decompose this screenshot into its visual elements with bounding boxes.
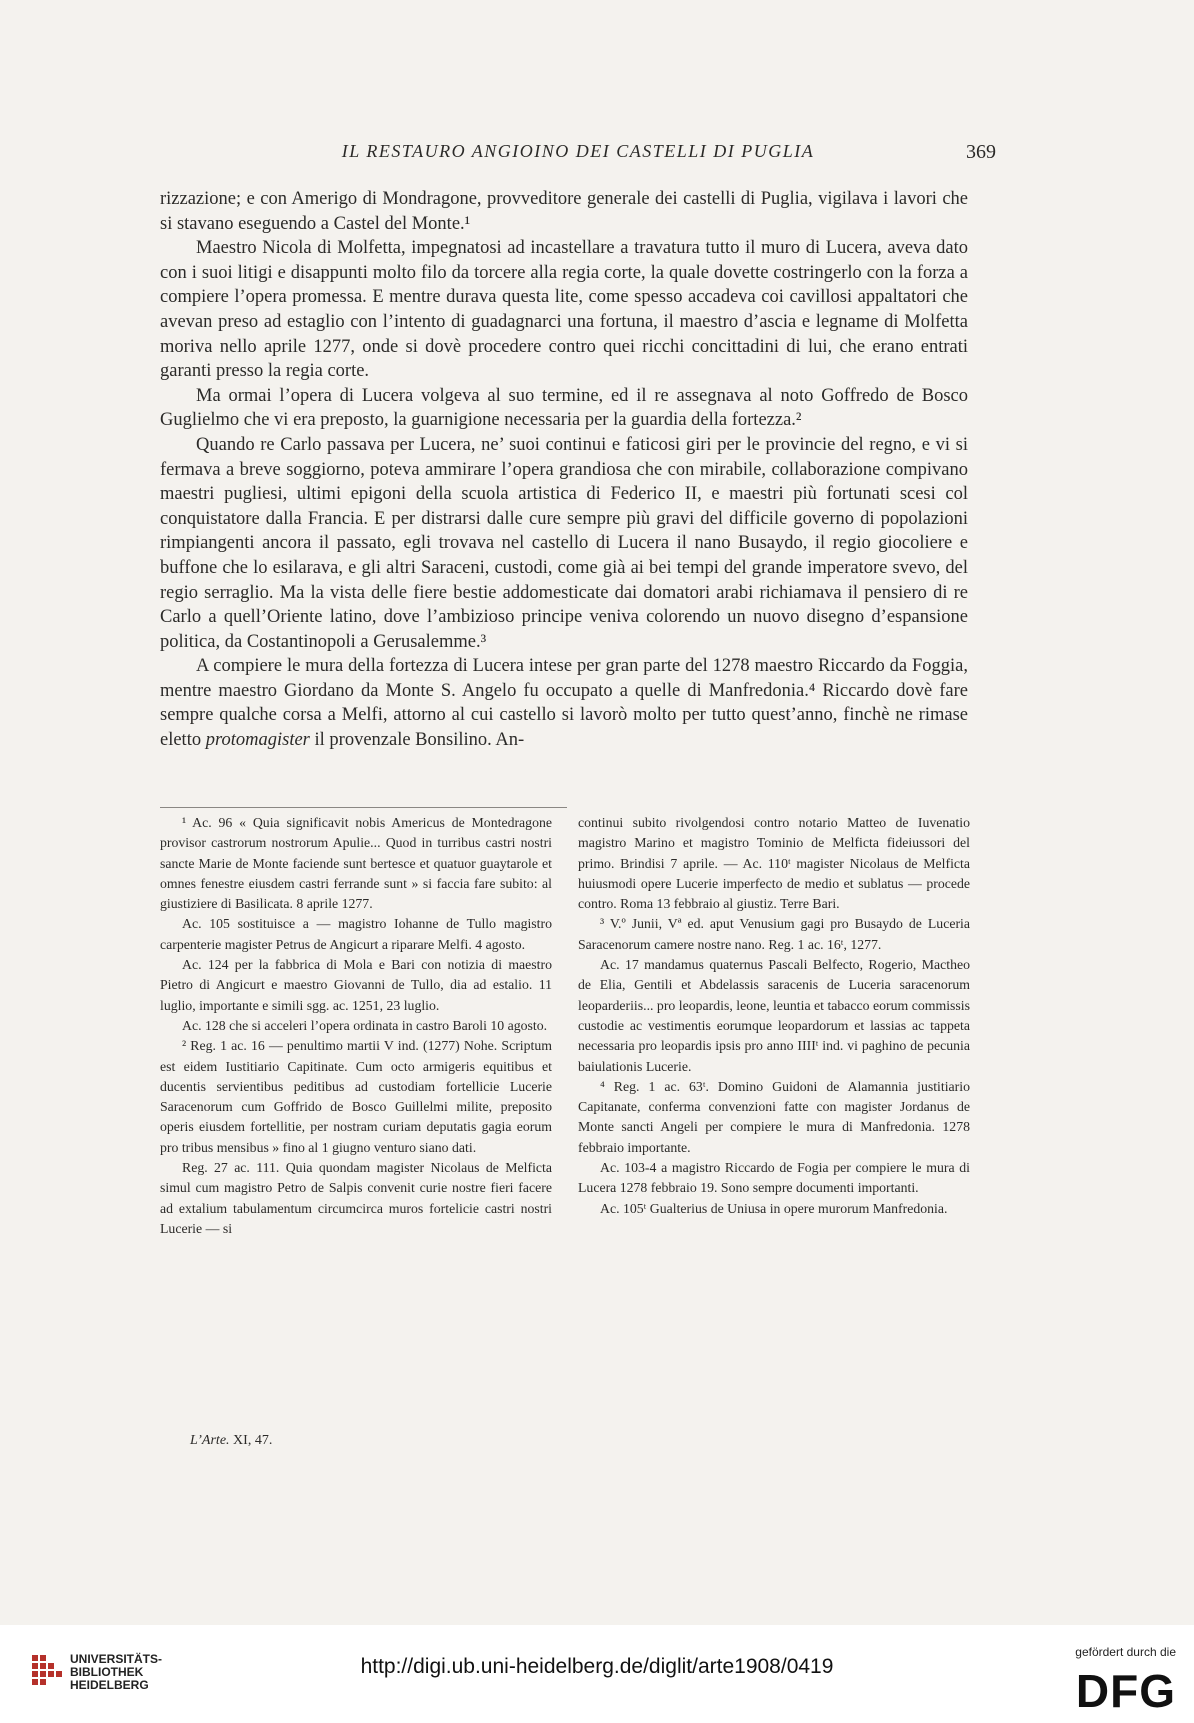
footnote-entry: Ac. 103-4 a magistro Riccardo de Fogia per compiere le mura di Lucera 1278 febbraio 19. Sono sempre documenti importanti.: [578, 1160, 970, 1196]
paragraph-3: Ma ormai l’opera di Lucera volgeva al suo termine, ed il re assegnava al noto Goffredo de Bosco Guglielmo che vi era preposto, la guarnigione necessaria per la guardia della fortezza.²: [160, 385, 968, 431]
journal-name: L’Arte.: [190, 1433, 230, 1448]
library-name-line: UNIVERSITÄTS-: [70, 1652, 163, 1666]
footnote-1: ¹ Ac. 96 « Quia significavit nobis Americus de Montedragone provisor castrorum nostrorum Apulie... Quod in turribus castri nostri sancte Marie de Monte faciende sunt bertesce et quatuor guaytarole et omnes fenestre eiusdem castri ferrande sunt » si faccia fare subito: al giustiziere di Basilicata. 8 aprile 1277.: [160, 815, 552, 912]
footnote-entry: Ac. 17 mandamus quaternus Pascali Belfecto, Rogerio, Mactheo de Elia, Gentili et Abdelassis saracenis de Luceria saracenorum leoparderiis... pro leopardis, leone, leuntia et tabacco eorum commissis custodie ac vestimentis eorumque leopardorum et lassias ac tappeta necessaria pro leopardis ipsis pro anno IIIIᵗ ind. vi paghino de pecunia baiulationis Lucerie.: [578, 957, 970, 1074]
footnote-3: ³ V.º Junii, Vª ed. aput Venusium gagi pro Busaydo de Luceria Saracenorum camere nostre nano. Reg. 1 ac. 16ᵗ, 1277.: [578, 916, 970, 952]
paragraph-5: [160, 654, 968, 752]
library-name-line: BIBLIOTHEK: [70, 1665, 144, 1679]
footnote-entry: Ac. 105ᵗ Gualterius de Uniusa in opere murorum Manfredonia.: [600, 1200, 948, 1216]
page-number: 369: [966, 141, 996, 163]
footnotes: [160, 813, 970, 1239]
funding-caption: gefördert durch die: [1075, 1645, 1176, 1659]
footnotes-right-column: [578, 813, 970, 1239]
page-header: [150, 141, 996, 164]
permalink-url[interactable]: http://digi.ub.uni-heidelberg.de/diglit/arte1908/0419: [360, 1655, 834, 1678]
paragraph-5-end: il provenzale Bonsilino. An-: [314, 730, 525, 751]
footnote-entry: Ac. 124 per la fabbrica di Mola e Bari con notizia di maestro Pietro di Angicurt e maestro Giovanni de Tullo, dia ad estalio. 11 luglio, importante e simili sgg. ac. 1251, 23 luglio.: [160, 957, 552, 1013]
running-title: IL RESTAURO ANGIOINO DEI CASTELLI DI PUGLIA: [341, 141, 815, 161]
footnote-entry: Ac. 128 che si acceleri l’opera ordinata in castro Baroli 10 agosto.: [182, 1017, 548, 1033]
footnote-continuation: continui subito rivolgendosi contro notario Matteo de Iuvenatio magistro Marino et magistro Tominio de Melficta fideiussori del primo. Brindisi 7 aprile. — Ac. 110ᵗ magister Nicolaus de Melficta huiusmodi opere Lucerie imperfecto de medio et sublatus — procede contro. Roma 13 febbraio al giustiz. Terre Bari.: [578, 815, 970, 912]
footnote-entry: Reg. 27 ac. 111. Quia quondam magister Nicolaus de Melficta simul cum magistro Petro de Salpis convenit curie nostre fieri facere ad extalium tabulamentum circumcirca muros fortelicie castri nostri Lucerie — si: [160, 1160, 552, 1236]
italic-term: protomagister: [205, 730, 310, 751]
main-text: [160, 187, 968, 753]
paragraph-1: rizzazione; e con Amerigo di Mondragone, provveditore generale dei castelli di Puglia, vigilava i lavori che si stavano eseguendo a Castel del Monte.¹: [160, 189, 968, 234]
footnote-entry: Ac. 105 sostituisce a — magistro Iohanne de Tullo magistro carpenterie magister Petrus de Angicurt a riparare Melfi. 4 agosto.: [160, 916, 552, 952]
footnotes-left-column: [160, 813, 552, 1239]
volume-number: XI, 47.: [233, 1433, 273, 1448]
paragraph-5-start: A compiere le mura della fortezza di Lucera intese per gran parte del 1278 maestro Riccardo da Foggia, mentre maestro Giordano da Monte S. Angelo fu occupato a quelle di Manfredonia.⁴ Riccardo dovè fare sempre qualche corsa a Melfi, attorno al cui castello si lavorò molto per tutto quest’anno, finchè ne rimase eletto: [160, 656, 968, 751]
library-name-line: HEIDELBERG: [70, 1678, 149, 1692]
dfg-logo: DFG: [1075, 1665, 1176, 1717]
signature-mark: [190, 1433, 272, 1449]
paragraph-2: Maestro Nicola di Molfetta, impegnatosi ad incastellare a travatura tutto il muro di Lucera, aveva dato con i suoi litigi e disappunti molto filo da torcere alla regia corte, la quale dovette costringerlo con la forza a compiere l’opera promessa. E mentre durava questa lite, come spesso accadeva coi cavillosi appaltatori che avevan preso ad estaglio con l’intento di guadagnarci una fortuna, il maestro d’ascia e legname di Molfetta moriva nello aprile 1277, onde si dovè procedere contro quei ricchi concittadini di lui, che erano entrati garanti presso la regia corte.: [160, 238, 968, 382]
footnote-4: ⁴ Reg. 1 ac. 63ᵗ. Domino Guidoni de Alamannia justitiario Capitanate, conferma convenzioni fatte con magister Jordanus de Monte sancti Angeli per compiere le mura di Manfredonia. 1278 febbraio importante.: [578, 1078, 970, 1155]
footnote-rule: [160, 807, 567, 808]
paragraph-4: Quando re Carlo passava per Lucera, ne’ suoi continui e faticosi giri per le provincie del regno, e vi si fermava a breve soggiorno, poteva ammirare l’opera grandiosa che con mirabile, collaborazione compivano maestri pugliesi, ultimi epigoni della scuola artistica di Federico II, e maestri più fortunati scesi col conquistatore dalla Francia. E per distrarsi dalle cure sempre più gravi del difficile governo di popolazioni rimpiangenti ancora il passato, egli trovava nel castello di Lucera il nano Busaydo, il regio giocoliere e buffone che lo esilarava, e gli altri Saraceni, custodi, come già ai bei tempi del grande imperatore svevo, del regio serraglio. Ma la vista delle fiere bestie addomesticate dai domatori arabi richiamava il pensiero di re Carlo a quell’Oriente latino, dove l’ambizioso principe veniva colorendo un nuovo disegno d’espansione politica, da Costantinopoli a Gerusalemme.³: [160, 434, 968, 652]
footnote-2: ² Reg. 1 ac. 16 — penultimo martii V ind. (1277) Nohe. Scriptum est eidem Iustitiario Capitinate. Cum octo armigeris equitibus et ducentis servientibus peditibus ad custodiam fortellicie Lucerie Saracenorum cum Goffrido de Bosco Guillelmi milite, preposito operis eiusdem fortellitie, per nostram curiam deputatis gagia eorum pro tribus mensibus » fino al 1 giugno venturo siano dati.: [160, 1038, 552, 1155]
